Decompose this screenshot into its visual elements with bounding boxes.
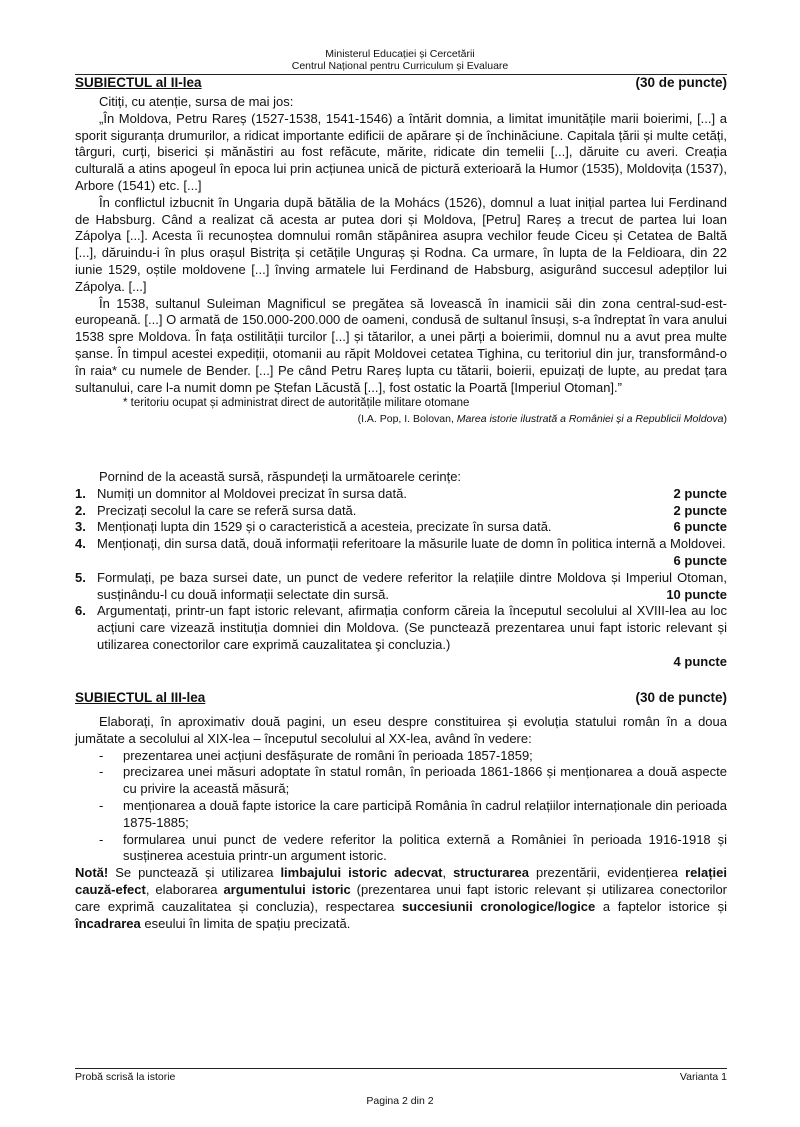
note-text: , elaborarea: [145, 881, 224, 897]
dash: -: [99, 764, 104, 780]
note-emphasis: structurarea: [453, 865, 529, 881]
question-4: [75, 536, 727, 570]
question-text: Precizați secolul la care se referă sursa dată.: [97, 502, 357, 518]
citation-close: ): [723, 413, 727, 426]
question-number: 4.: [75, 536, 86, 552]
subject-2-header: [75, 75, 727, 93]
ministry-name: Ministerul Educației și Cercetării: [325, 48, 475, 60]
question-text: Numiți un domnitor al Moldovei precizat în sursa dată.: [97, 485, 407, 501]
footnote: * teritoriu ocupat și administrat direct de autoritățile militare otomane: [123, 397, 470, 410]
footer-exam-name: Probă scrisă la istorie: [75, 1071, 176, 1083]
requirement-text: prezentarea unei acțiuni desfășurate de români în perioada 1857-1859;: [123, 747, 533, 763]
question-text: Menționați, din sursa dată, două informații referitoare la măsurile luate de domn în politica internă a Moldovei.: [97, 536, 726, 552]
question-6: [75, 603, 727, 670]
citation-book-title: Marea istorie ilustrată a României și a Republicii Moldova: [456, 413, 724, 426]
dash: -: [99, 831, 104, 847]
subject-2-points: (30 de puncte): [635, 75, 727, 90]
note-emphasis: argumentului istoric: [223, 881, 351, 897]
source-citation: [75, 412, 727, 426]
question-points: 10 puncte: [666, 586, 727, 602]
question-text: Menționați lupta din 1529 și o caracteristică a acesteia, precizate în sursa dată.: [97, 519, 552, 535]
essay-requirement-1: [99, 748, 727, 765]
essay-requirement-2: [99, 764, 727, 798]
note-text: (prezentarea unui fapt istoric relevant și utilizarea conectorilor care exprimă cauzalitatea și concluzia), respectarea: [75, 881, 728, 914]
note-text: Se punctează și utilizarea: [108, 865, 281, 881]
source-paragraph-1: „În Moldova, Petru Rareș (1527-1538, 1541-1546) a întărit domnia, a limitat imunitățile marii boierimi, [...] a sporit siguranța drumurilor, a ridicat importante edificii de apărare și de închinăciune. Capitala țării și multe cetăți, târguri, curți, biserici și mănăstiri au fost refăcute, mărite, ridicate din temelii [...], dăruite cu averi. Creația culturală a atins apogeul în epoca lui prin acțiunea unică de pictură exterioară la Humor (1535), Moldovița (1537), Arbore (1541) etc. [...]: [75, 110, 727, 193]
subject-3-header: [75, 690, 727, 708]
subject-2-title: SUBIECTUL al II-lea: [75, 75, 202, 90]
note-emphasis: succesiunii cronologice/logice: [401, 898, 596, 914]
essay-intro: Elaborați, în aproximativ două pagini, un eseu despre constituirea și evoluția statului român în a doua jumătate a secolului al XIX-lea – începutul secolului al XX-lea, având în vedere:: [75, 714, 727, 746]
question-number: 6.: [75, 603, 86, 619]
center-name: Centrul Național pentru Curriculum și Evaluare: [291, 60, 509, 72]
subject-3-title: SUBIECTUL al III-lea: [75, 690, 206, 705]
requirement-text: formularea unui punct de vedere referitor la politica externă a României în perioada 1916-1918 și susținerea acestuia printr-un argument istoric.: [123, 831, 727, 864]
requirement-text: precizarea unei măsuri adoptate în statul român, în perioada 1861-1866 și menționarea a două aspecte cu privire la această măsură;: [123, 764, 727, 797]
note-text: prezentării, evidențierea: [528, 865, 686, 881]
questions-list: [75, 486, 727, 671]
subject-3-points: (30 de puncte): [635, 690, 727, 705]
footer-variant: Varianta 1: [679, 1071, 727, 1083]
essay-requirement-3: [99, 798, 727, 832]
source-paragraph-3: În 1538, sultanul Suleiman Magnificul se pregătea să lovească în inamicii săi din zona central-sud-est-europeană. [...] O armată de 150.000-200.000 de oameni, condusă de sultanul însuși, s-a îndreptat în vara anului 1538 spre Moldova. În fața ostilității turcilor [...] și tătarilor, a unei părți a boierimii, domnul nu a avut prea multe șanse. În timpul acestei expediții, otomanii au răpit Moldovei cetatea Tighina, cu teritoriul din jur, transformând-o în raia* cu numele de Bender. [...] Pe când Petru Rareș lupta cu tătarii, boierii, epuizați de lupte, au predat țara sultanului, care l-a numit domn pe Ștefan Lăcustă [...], fost ostatic la Poartă [Imperiul Otoman].”: [75, 295, 727, 395]
question-points: 2 puncte: [673, 502, 727, 518]
requirement-text: menționarea a două fapte istorice la care participă România în cadrul relațiilor internaționale din perioada 1875-1885;: [123, 797, 727, 830]
note-text: eseului în limita de spațiu precizată.: [140, 915, 351, 931]
grading-note: [75, 865, 727, 932]
source-intro: Citiți, cu atenție, sursa de mai jos:: [99, 94, 294, 109]
citation-authors: (I.A. Pop, I. Bolovan,: [357, 413, 457, 426]
subject-3-body: [75, 714, 727, 932]
question-3: [75, 519, 727, 536]
question-number: 2.: [75, 502, 86, 518]
essay-requirement-4: [99, 832, 727, 866]
question-number: 3.: [75, 519, 86, 535]
note-emphasis: încadrarea: [75, 915, 141, 931]
question-points: 2 puncte: [673, 485, 727, 501]
subject-2-source: [75, 94, 727, 426]
dash: -: [99, 747, 104, 763]
note-text: ,: [442, 865, 454, 881]
note-emphasis: limbajului istoric adecvat: [280, 865, 443, 881]
question-text: Formulați, pe baza sursei date, un punct de vedere referitor la relațiile dintre Moldova și Imperiul Otoman, susținându-l cu două informații selectate din sursă.: [97, 569, 727, 602]
dash: -: [99, 797, 104, 813]
question-1: [75, 485, 727, 503]
question-5: [75, 569, 727, 604]
question-text: Argumentați, printr-un fapt istoric relevant, afirmația conform căreia la începutul secolului al XVIII-lea au loc acțiuni care vizează instituția domniei din Moldova. (Se punctează prezentarea unui fapt istoric relevant și utilizarea conectorilor care exprimă cauzalitatea şi concluzia.): [97, 603, 727, 652]
source-paragraph-2: În conflictul izbucnit în Ungaria după bătălia de la Mohács (1526), domnul a luat inițial partea lui Ferdinand de Habsburg. Când a realizat că acesta ar putea dori și Moldova, [Petru] Rareș a trecut de partea lui Ioan Zápolya [...]. Acesta îi recunoștea domnului român stăpânirea asupra vechilor feude Ciceu și Cetatea de Baltă [...], dăruindu-i în plus orașul Bistrița și cetățile Unguraș și Rodna. Ca urmare, în lupta de la Feldioara, din 22 iunie 1529, oștile moldovene [...] înving armatele lui Ferdinand de Habsburg, asigurând succesul adepților lui Zápolya. [...]: [75, 194, 727, 294]
footer-rule: [75, 1068, 727, 1069]
question-points: 6 puncte: [673, 519, 727, 535]
note-emphasis: relației cauză-efect: [75, 865, 727, 897]
question-points: 4 puncte: [673, 653, 727, 669]
question-points: 6 puncte: [673, 552, 727, 568]
note-text: a faptelor istorice și: [595, 898, 727, 914]
question-number: 5.: [75, 569, 86, 585]
question-2: [75, 502, 727, 520]
question-number: 1.: [75, 485, 86, 501]
note-label: Notă!: [75, 865, 109, 881]
page-number: Pagina 2 din 2: [366, 1095, 434, 1107]
questions-prompt: Pornind de la această sursă, răspundeți la următoarele cerințe:: [99, 469, 462, 484]
questions-block: [75, 469, 727, 671]
essay-requirements: [75, 748, 727, 866]
